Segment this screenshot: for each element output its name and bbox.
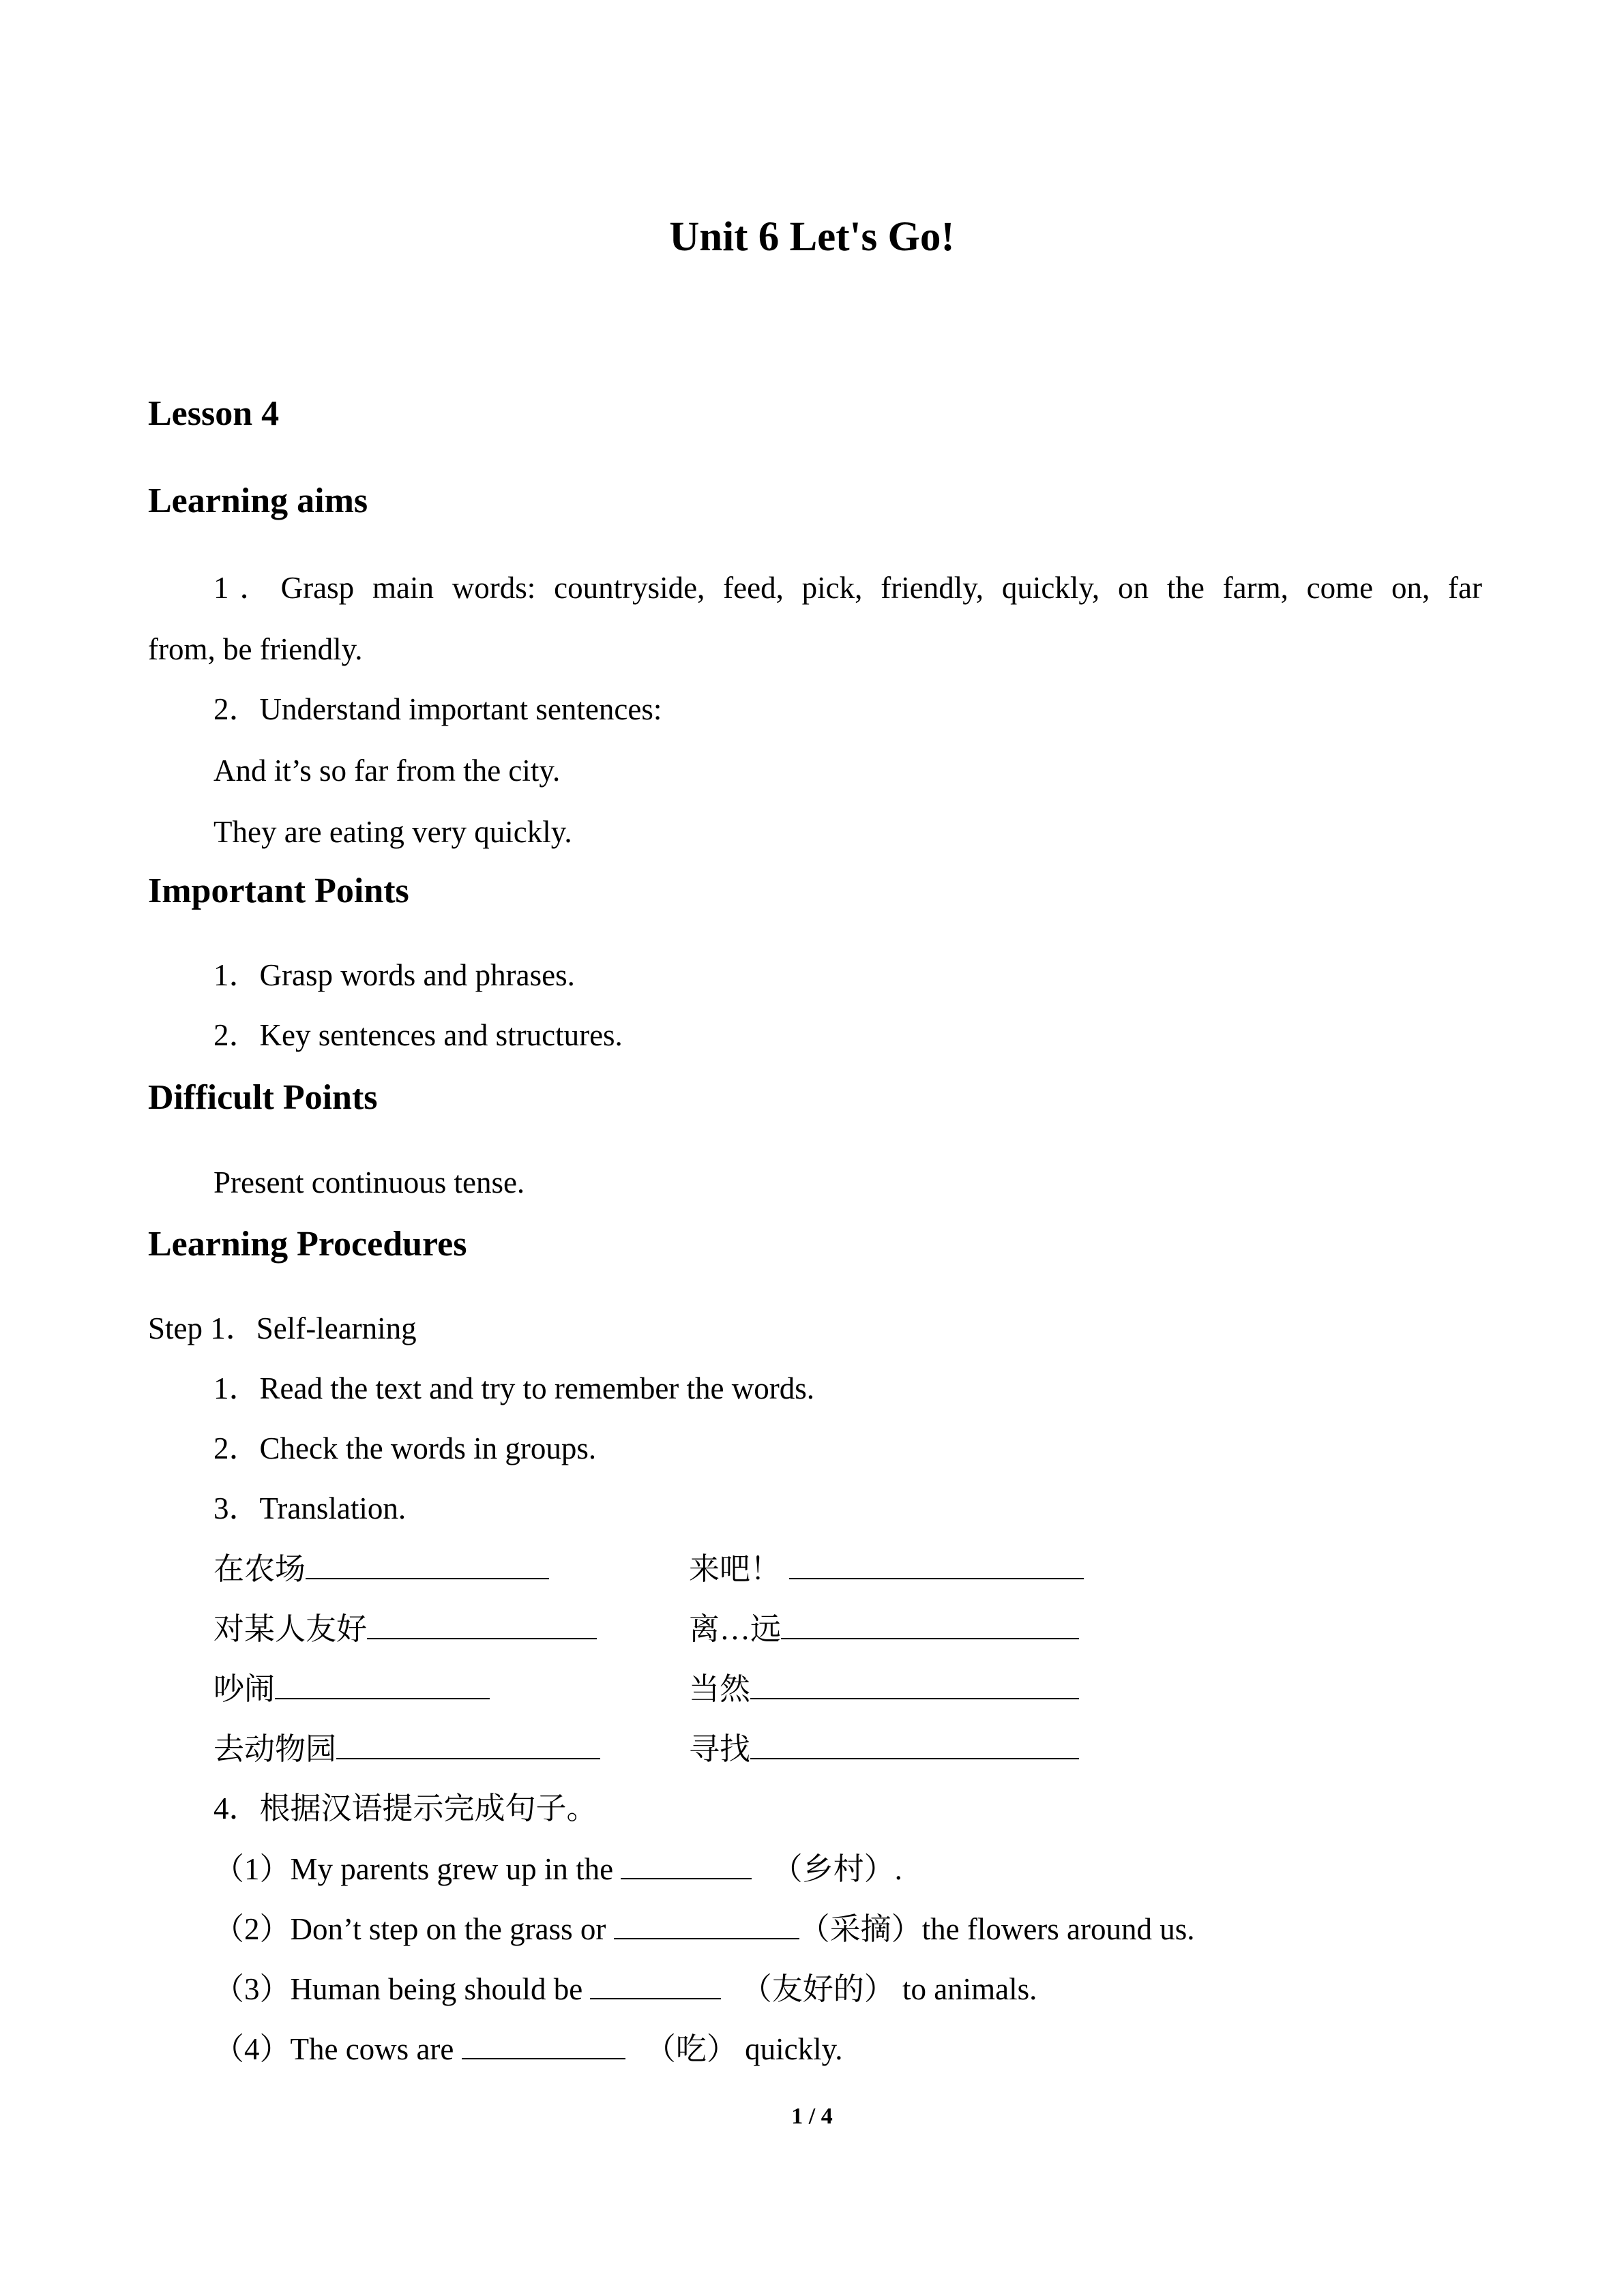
answer-blank[interactable] — [275, 1668, 490, 1699]
learning-aims-item-2: 2．Understand important sentences: — [213, 692, 662, 726]
answer-blank[interactable] — [614, 1908, 799, 1939]
procedure-item-1: 1．Read the text and try to remember the words. — [213, 1371, 814, 1405]
answer-blank[interactable] — [336, 1728, 600, 1759]
sentence-1 — [213, 1848, 902, 1890]
translation-row — [689, 1548, 1084, 1590]
example-sentence-1: And it’s so far from the city. — [213, 754, 561, 788]
answer-blank[interactable] — [462, 2028, 625, 2059]
learning-aims-heading: Learning aims — [148, 481, 368, 520]
translation-prompt: 去动物园 — [213, 1732, 337, 1766]
lesson-heading: Lesson 4 — [148, 394, 280, 433]
sentence-hint: （吃） quickly. — [645, 2032, 843, 2066]
difficult-points-item-1: Present continuous tense. — [213, 1165, 525, 1199]
translation-row — [213, 1728, 600, 1770]
sentence-hint: （采摘）the flowers around us. — [799, 1912, 1195, 1946]
translation-row — [689, 1608, 1079, 1650]
translation-prompt: 当然 — [689, 1672, 751, 1706]
learning-procedures-heading: Learning Procedures — [148, 1225, 467, 1264]
example-sentence-2: They are eating very quickly. — [213, 815, 572, 849]
answer-blank[interactable] — [781, 1608, 1079, 1639]
translation-prompt: 吵闹 — [213, 1672, 276, 1706]
answer-blank[interactable] — [750, 1728, 1079, 1759]
sentence-text: （2）Don’t step on the grass or — [213, 1912, 606, 1946]
sentence-text: （1）My parents grew up in the — [213, 1852, 614, 1886]
procedure-item-3: 3．Translation. — [213, 1491, 407, 1525]
procedure-item-4: 4．根据汉语提示完成句子。 — [213, 1791, 597, 1825]
translation-row — [213, 1548, 549, 1590]
answer-blank[interactable] — [367, 1608, 597, 1639]
important-points-item-2: 2．Key sentences and structures. — [213, 1018, 623, 1052]
page-title: Unit 6 Let's Go! — [669, 214, 955, 260]
translation-prompt: 寻找 — [689, 1732, 751, 1766]
translation-row — [213, 1668, 490, 1710]
answer-blank[interactable] — [621, 1848, 752, 1879]
sentence-hint: （乡村）. — [771, 1852, 902, 1886]
learning-aims-item-1-line-1: 1．Grasp main words: countryside, feed, pick, friendly, quickly, on the farm, come on, far — [213, 571, 1482, 605]
sentence-2 — [213, 1908, 1195, 1950]
answer-blank[interactable] — [750, 1668, 1079, 1699]
answer-blank[interactable] — [306, 1548, 549, 1579]
sentence-text: （4）The cows are — [213, 2032, 454, 2066]
important-points-heading: Important Points — [148, 871, 409, 910]
answer-blank[interactable] — [789, 1548, 1084, 1579]
learning-aims-item-1-line-2: from, be friendly. — [148, 632, 363, 666]
sentence-4 — [213, 2028, 842, 2070]
translation-row — [689, 1668, 1079, 1710]
translation-prompt: 离…远 — [689, 1612, 782, 1646]
translation-row — [689, 1728, 1079, 1770]
page-number: 1 / 4 — [791, 2104, 833, 2129]
difficult-points-heading: Difficult Points — [148, 1078, 378, 1117]
step-1-label: Step 1．Self-learning — [148, 1311, 417, 1345]
translation-prompt: 来吧！ — [689, 1552, 782, 1586]
answer-blank[interactable] — [590, 1968, 721, 1999]
important-points-item-1: 1．Grasp words and phrases. — [213, 958, 575, 992]
procedure-item-2: 2．Check the words in groups. — [213, 1431, 597, 1465]
sentence-text: （3）Human being should be — [213, 1972, 583, 2006]
sentence-hint: （友好的） to animals. — [741, 1972, 1037, 2006]
translation-prompt: 在农场 — [213, 1552, 306, 1586]
translation-prompt: 对某人友好 — [213, 1612, 368, 1646]
sentence-3 — [213, 1968, 1037, 2010]
translation-row — [213, 1608, 597, 1650]
